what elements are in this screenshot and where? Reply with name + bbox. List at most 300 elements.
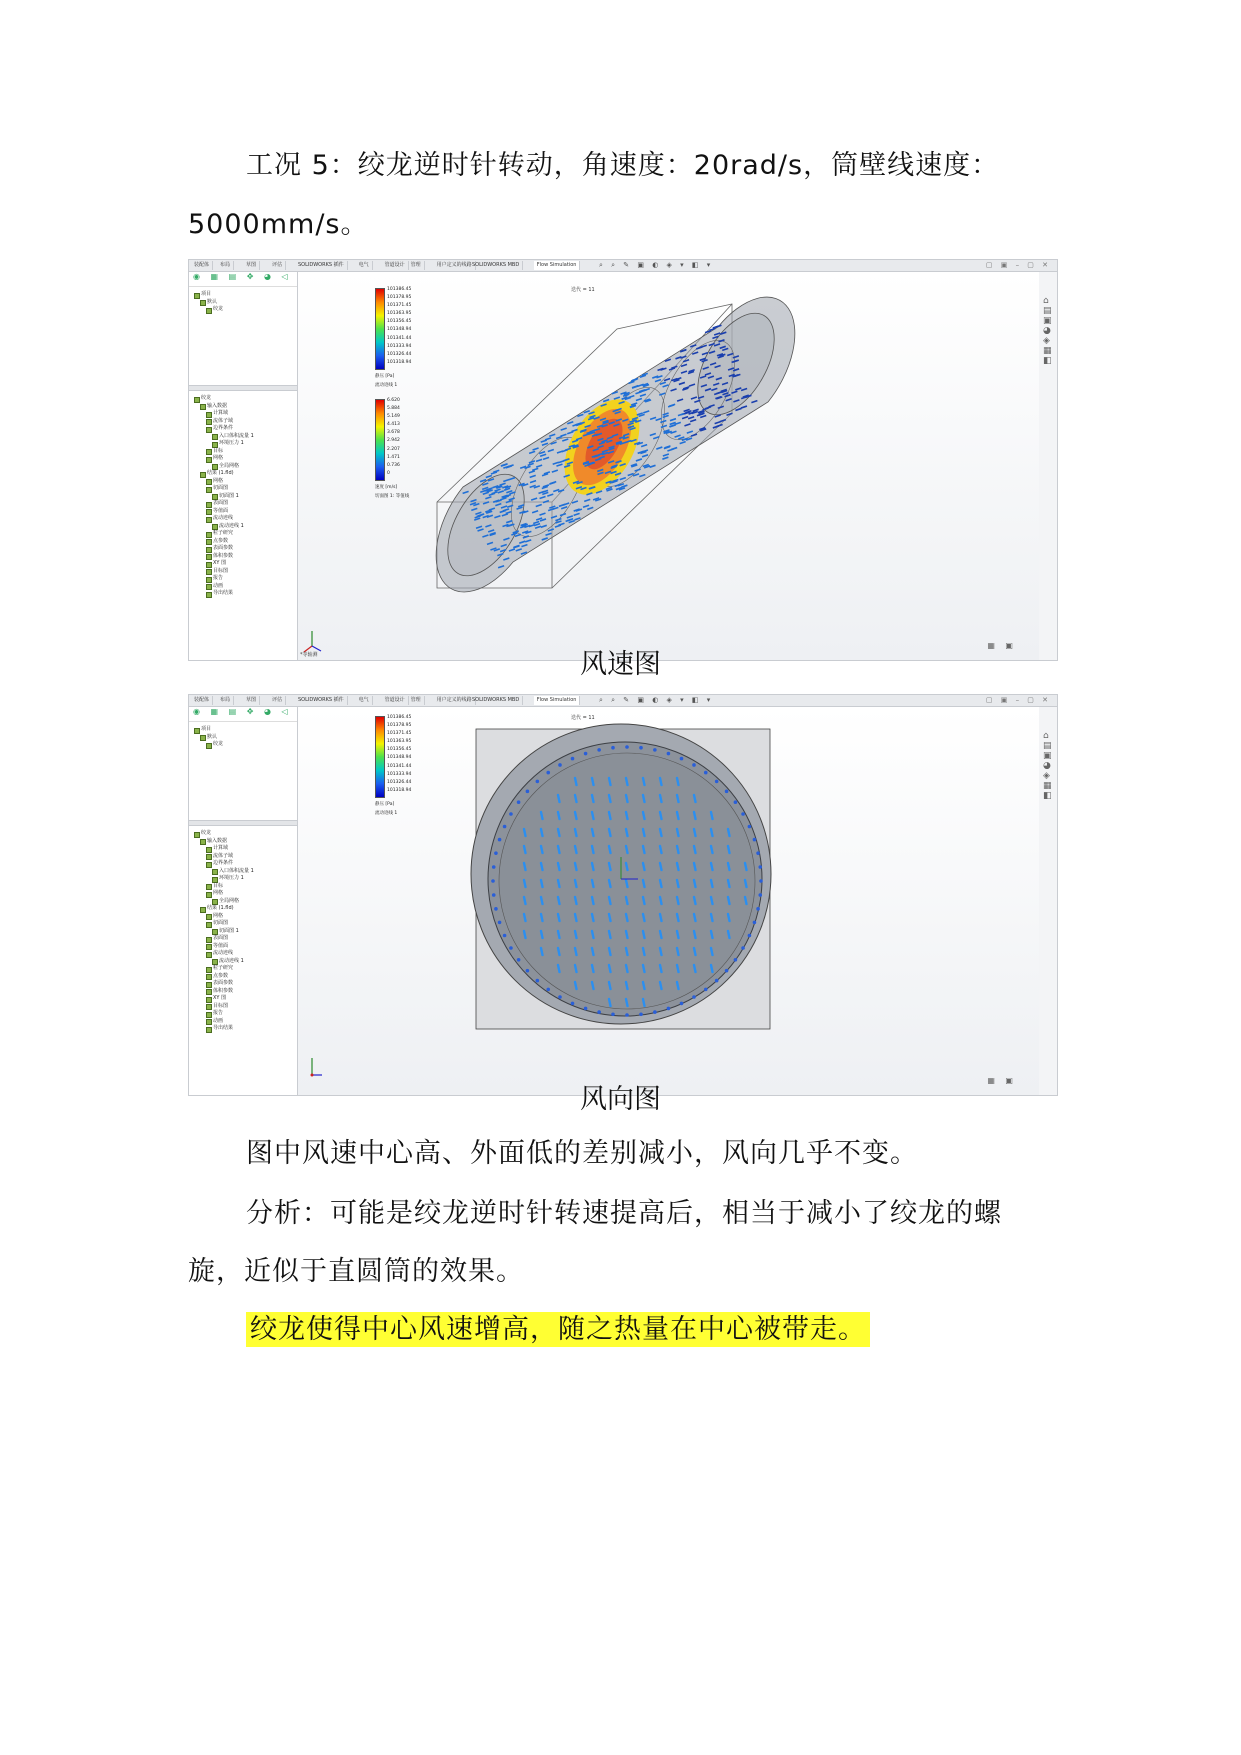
flow-vector <box>725 969 729 973</box>
legend-value: 101326.44 <box>387 779 412 785</box>
legend-value: 3.678 <box>387 430 400 436</box>
tree-item[interactable]: 流动迹线 <box>213 950 297 958</box>
flow-vector <box>660 829 662 836</box>
tree-item[interactable]: 边界条件 <box>213 860 297 868</box>
flow-vector <box>639 746 643 750</box>
flow-vector <box>575 846 577 853</box>
flow-vector <box>526 790 530 794</box>
cylinder-velocity-view <box>298 272 1038 660</box>
display-icons: ▦ ▣ <box>987 1076 1017 1085</box>
tree-item[interactable]: 流体子域 <box>213 853 297 861</box>
paragraph-analysis-line1: 分析：可能是绞龙逆时针转速提高后，相当于减小了绞龙的螺 <box>246 1198 1002 1229</box>
legend-value: 5.884 <box>387 406 400 412</box>
flow-vector <box>725 790 729 794</box>
legend-value: 101356.45 <box>387 747 412 753</box>
ribbon-tab[interactable]: 电气 <box>356 696 373 705</box>
tree-item[interactable]: 切面图 <box>213 485 297 493</box>
flow-vector <box>524 914 526 921</box>
tree-item[interactable]: 表面图 <box>213 500 297 508</box>
flow-vector <box>643 795 645 802</box>
tree-item[interactable]: 点参数 <box>213 538 297 546</box>
tree-item[interactable]: 环境压力 1 <box>219 875 297 883</box>
flow-vector <box>509 812 513 816</box>
flow-vector <box>748 934 752 938</box>
legend-value: 101386.45 <box>387 715 412 720</box>
flow-vector <box>643 846 645 853</box>
legend-value: 101386.45 <box>387 287 412 292</box>
flow-vector <box>558 948 560 955</box>
flow-vector <box>575 880 577 887</box>
flow-vector <box>660 846 662 853</box>
tree-item[interactable]: 网格 <box>213 890 297 898</box>
flow-vector <box>592 982 594 989</box>
tree-item[interactable]: 绞龙 <box>213 306 297 314</box>
ribbon-tab[interactable]: 布局 <box>217 696 234 705</box>
flow-vector <box>517 800 521 804</box>
flow-vector <box>492 893 496 897</box>
flow-vector <box>592 965 594 972</box>
flow-vector <box>694 931 696 938</box>
ribbon-tab[interactable]: Flow Simulation <box>534 696 581 705</box>
tree-item[interactable]: XY 图 <box>213 560 297 568</box>
tree-item[interactable]: 环境压力 1 <box>219 440 297 448</box>
tree-tab-icons: ◉ ▦ ▤ ✥ ◕ ◁ <box>189 272 297 287</box>
flow-vector <box>558 914 560 921</box>
flow-vector <box>677 931 679 938</box>
tree-item[interactable]: 表面参数 <box>213 545 297 553</box>
tree-item[interactable]: 流动迹线 1 <box>219 523 297 531</box>
legend-value: 5.149 <box>387 414 400 420</box>
flow-vector <box>597 1010 601 1014</box>
flow-vector <box>660 965 662 972</box>
flow-vector <box>758 865 762 869</box>
flow-vector <box>625 1013 629 1017</box>
tree-item[interactable]: 动画 <box>213 1018 297 1026</box>
flow-vector <box>711 829 713 836</box>
flow-vector <box>694 914 696 921</box>
ribbon-tab[interactable]: 电气 <box>356 261 373 270</box>
tree-item[interactable]: 体积参数 <box>213 553 297 561</box>
legend-value: 101371.45 <box>387 303 412 309</box>
flow-vector <box>494 907 498 911</box>
task-pane-icons: ⌂ ▤ ▣ ◕ ◈ ▦ ◧ <box>1043 731 1052 801</box>
tree-item[interactable]: 切面图 1 <box>219 928 297 936</box>
tree-item[interactable]: 等值面 <box>213 943 297 951</box>
flow-vector <box>597 748 601 752</box>
tree-item[interactable]: 粒子研究 <box>213 530 297 538</box>
flow-vector <box>660 880 662 887</box>
flow-vector <box>575 965 577 972</box>
tree-item[interactable]: 结果 (1.fld) <box>207 470 297 478</box>
flow-vector <box>541 829 543 836</box>
tree-item[interactable]: 动画 <box>213 583 297 591</box>
flow-vector <box>660 778 662 785</box>
ribbon-tab[interactable]: SOLIDWORKS MBD <box>469 261 523 270</box>
flow-vector <box>643 812 645 819</box>
flow-vector <box>575 812 577 819</box>
pressure-legend-subtitle: 流动迹线 1 <box>375 811 398 816</box>
flow-vector <box>592 948 594 955</box>
ribbon-tab[interactable]: SOLIDWORKS 插件 <box>295 696 348 705</box>
flow-vector <box>660 948 662 955</box>
paragraph-condition-line1: 工况 5：绞龙逆时针转动，角速度：20rad/s，筒壁线速度： <box>246 150 1000 181</box>
legend-value: 101326.44 <box>387 351 412 357</box>
tree-item[interactable]: 报告 <box>213 575 297 583</box>
flow-vector <box>609 829 611 836</box>
flow-vector <box>680 1002 684 1006</box>
flow-vector <box>711 931 713 938</box>
legend-value: 6.620 <box>387 398 400 403</box>
flow-vector <box>677 829 679 836</box>
flow-vector <box>745 897 747 904</box>
tree-item[interactable]: 导出结果 <box>213 1025 297 1033</box>
tree-item[interactable]: 目标 <box>213 448 297 456</box>
ribbon-tab[interactable]: 管道设计 <box>382 261 409 270</box>
flow-vector <box>758 893 762 897</box>
legend-value: 101348.94 <box>387 327 412 333</box>
flow-vector <box>626 999 628 1006</box>
tree-item[interactable]: 目标图 <box>213 568 297 576</box>
ribbon-tab[interactable]: 布局 <box>217 261 234 270</box>
tree-item[interactable]: 默认 <box>207 299 297 307</box>
ribbon-tab[interactable]: 用户定义的线路 <box>434 261 476 270</box>
flow-vector <box>660 795 662 802</box>
flow-vector <box>734 800 738 804</box>
tree-item[interactable]: 点参数 <box>213 973 297 981</box>
caption-velocity: 风速图 <box>580 649 661 680</box>
flow-vector <box>626 965 628 972</box>
tree-item[interactable]: 网格 <box>213 913 297 921</box>
flow-vector <box>734 958 738 962</box>
flow-vector <box>592 880 594 887</box>
flow-vector <box>756 851 760 855</box>
flow-vector <box>694 948 696 955</box>
tree-item[interactable]: 输入数据 <box>207 403 297 411</box>
flow-vector <box>704 988 708 992</box>
flow-vector <box>728 863 730 870</box>
tree-item[interactable]: 体积参数 <box>213 988 297 996</box>
legend-value: 2.207 <box>387 446 400 452</box>
flow-vector <box>745 880 747 887</box>
flow-vector <box>694 965 696 972</box>
flow-vector <box>626 812 628 819</box>
flow-vector <box>558 763 562 767</box>
legend-value: 101333.94 <box>387 343 412 349</box>
flow-vector <box>694 863 696 870</box>
task-pane-icons: ⌂ ▤ ▣ ◕ ◈ ▦ ◧ <box>1043 296 1052 366</box>
tree-item[interactable]: 输入数据 <box>207 838 297 846</box>
flow-vector <box>728 931 730 938</box>
view-orientation-label: *等轴测 <box>300 652 318 658</box>
tree-tab-icons: ◉ ▦ ▤ ✥ ◕ ◁ <box>189 707 297 722</box>
flow-vector <box>558 812 560 819</box>
flow-vector <box>677 982 679 989</box>
flow-vector <box>541 880 543 887</box>
tree-item[interactable]: 切面图 1 <box>219 493 297 501</box>
flow-vector <box>694 812 696 819</box>
flow-vector <box>575 948 577 955</box>
iteration-label: 迭代 = 11 <box>571 715 595 721</box>
flow-vector <box>626 846 628 853</box>
tree-item[interactable]: 绞龙 <box>201 395 297 403</box>
legend-value: 101363.95 <box>387 739 412 745</box>
tree-item[interactable]: 目标图 <box>213 1003 297 1011</box>
flow-vector <box>677 948 679 955</box>
flow-vector <box>592 931 594 938</box>
flow-vector <box>575 931 577 938</box>
flow-vector <box>541 897 543 904</box>
ribbon-tab[interactable]: 评估 <box>269 261 286 270</box>
tree-item[interactable]: 表面图 <box>213 935 297 943</box>
flow-vector <box>660 914 662 921</box>
flow-vector <box>704 771 708 775</box>
paragraph-observation: 图中风速中心高、外面低的差别减小，风向几乎不变。 <box>246 1138 918 1169</box>
flow-vector <box>694 880 696 887</box>
flow-vector <box>558 829 560 836</box>
flow-vector <box>571 757 575 761</box>
tree-item[interactable]: 项目 <box>201 291 297 299</box>
flow-vector <box>609 778 611 785</box>
highlighted-conclusion: 绞龙使得中心风速增高，随之热量在中心被带走。 <box>246 1312 870 1347</box>
flow-vector <box>741 812 745 816</box>
flow-vector <box>509 946 513 950</box>
tree-item[interactable]: 报告 <box>213 1010 297 1018</box>
tree-item[interactable]: 计算域 <box>213 845 297 853</box>
flow-vector <box>753 838 757 842</box>
flow-vector <box>609 795 611 802</box>
flow-vector <box>558 880 560 887</box>
flow-vector <box>584 752 588 756</box>
flow-vector <box>524 846 526 853</box>
flow-vector <box>546 988 550 992</box>
tree-item[interactable]: 计算域 <box>213 410 297 418</box>
flow-vector <box>626 778 628 785</box>
flow-vector <box>748 825 752 829</box>
view-toolbar: ⌕ ⌕ ✎ ▣ ◐ ◈ ▾ ◧ ▾ <box>599 261 714 269</box>
flow-vector <box>694 795 696 802</box>
flow-vector <box>541 863 543 870</box>
legend-value: 2.942 <box>387 438 400 444</box>
flow-vector <box>643 931 645 938</box>
ribbon-tab[interactable]: 评估 <box>269 696 286 705</box>
flow-vector <box>575 914 577 921</box>
flow-vector <box>741 946 745 950</box>
flow-vector <box>745 863 747 870</box>
flow-vector <box>609 965 611 972</box>
flow-vector <box>517 958 521 962</box>
flow-vector <box>524 880 526 887</box>
legend-value: 101378.95 <box>387 723 412 729</box>
flow-vector <box>660 897 662 904</box>
tree-item[interactable]: 全局网格 <box>219 463 297 471</box>
flow-vector <box>524 829 526 836</box>
flow-vector <box>753 921 757 925</box>
flow-vector <box>667 1007 671 1011</box>
flow-vector <box>592 846 594 853</box>
screenshot-direction <box>188 694 1058 1096</box>
flow-vector <box>667 752 671 756</box>
flow-vector <box>677 812 679 819</box>
flow-vector <box>592 897 594 904</box>
flow-vector <box>759 879 763 883</box>
ribbon-tab[interactable]: 管道设计 <box>382 696 409 705</box>
tree-item[interactable]: 绞龙 <box>201 830 297 838</box>
flow-vector <box>660 863 662 870</box>
flow-vector <box>626 948 628 955</box>
legend-value: 1.471 <box>387 454 400 460</box>
flow-vector <box>715 979 719 983</box>
legend-value: 0 <box>387 470 390 476</box>
window-controls: ▢ ▣ – ▢ ✕ <box>985 261 1051 269</box>
graphics-area[interactable] <box>298 707 1039 1095</box>
flow-vector <box>609 914 611 921</box>
flow-vector <box>643 948 645 955</box>
flow-vector <box>558 931 560 938</box>
ribbon-tab[interactable]: 用户定义的线路 <box>434 696 476 705</box>
graphics-area[interactable] <box>298 272 1039 660</box>
flow-vector <box>558 846 560 853</box>
display-icons: ▦ ▣ <box>987 641 1017 650</box>
paragraph-conclusion <box>246 1310 870 1350</box>
ribbon-tab[interactable]: SOLIDWORKS MBD <box>469 696 523 705</box>
flow-vector <box>558 897 560 904</box>
tree-item[interactable]: 切面图 <box>213 920 297 928</box>
flow-vector <box>575 795 577 802</box>
tree-item[interactable]: 默认 <box>207 734 297 742</box>
legend-value: 4.413 <box>387 422 400 428</box>
flow-vector <box>492 865 496 869</box>
flow-vector <box>643 982 645 989</box>
pressure-legend-subtitle: 流动迹线 1 <box>375 383 398 388</box>
flow-vector <box>611 1012 615 1016</box>
legend-value: 101341.44 <box>387 335 412 341</box>
flow-vector <box>625 745 629 749</box>
flow-vector <box>611 746 615 750</box>
flow-vector <box>660 982 662 989</box>
tree-item[interactable]: 流动迹线 <box>213 515 297 523</box>
flow-vector <box>494 851 498 855</box>
flow-vector <box>558 965 560 972</box>
flow-vector <box>575 897 577 904</box>
flow-vector <box>711 897 713 904</box>
flow-vector <box>626 880 628 887</box>
tree-item[interactable]: 导出结果 <box>213 590 297 598</box>
flow-vector <box>524 897 526 904</box>
flow-vector <box>558 863 560 870</box>
paragraph-condition-line2: 5000mm/s。 <box>188 209 369 240</box>
flow-vector <box>592 914 594 921</box>
flow-vector <box>626 795 628 802</box>
tree-item[interactable]: 入口体积流量 1 <box>219 433 297 441</box>
tree-item[interactable]: 流动迹线 1 <box>219 958 297 966</box>
flow-vector <box>571 1002 575 1006</box>
flow-vector <box>546 771 550 775</box>
ribbon-tab[interactable]: 草图 <box>243 696 260 705</box>
flow-vector <box>498 838 502 842</box>
feature-tree <box>189 272 298 660</box>
tree-item[interactable]: 项目 <box>201 726 297 734</box>
ribbon-tab[interactable]: 装配体 <box>191 261 213 270</box>
flow-vector <box>711 965 713 972</box>
flow-vector <box>592 795 594 802</box>
legend-value: 101318.94 <box>387 787 412 793</box>
legend-value: 101318.94 <box>387 359 412 365</box>
flow-vector <box>653 1010 657 1014</box>
flow-vector <box>643 897 645 904</box>
flow-vector <box>626 982 628 989</box>
flow-vector <box>592 829 594 836</box>
flow-vector <box>575 982 577 989</box>
tree-item[interactable]: 等值面 <box>213 508 297 516</box>
flow-vector <box>643 829 645 836</box>
cylinder-direction-view <box>298 707 1038 1095</box>
flow-vector <box>694 897 696 904</box>
flow-vector <box>692 763 696 767</box>
flow-vector <box>491 879 495 883</box>
ribbon-tab[interactable]: 装配体 <box>191 696 213 705</box>
flow-vector <box>524 863 526 870</box>
ribbon-tab[interactable]: Flow Simulation <box>534 261 581 270</box>
flow-vector <box>575 778 577 785</box>
tree-item[interactable]: 入口体积流量 1 <box>219 868 297 876</box>
flow-vector <box>609 999 611 1006</box>
flow-vector <box>558 995 562 999</box>
velocity-legend-subtitle: 切面图 1: 等值线 <box>375 494 410 499</box>
flow-vector <box>626 829 628 836</box>
ribbon-tab[interactable]: 管理 <box>408 261 425 270</box>
flow-vector <box>711 863 713 870</box>
flow-vector <box>728 914 730 921</box>
legend-value: 101341.44 <box>387 763 412 769</box>
flow-vector <box>526 969 530 973</box>
tree-item[interactable]: 边界条件 <box>213 425 297 433</box>
ribbon-tab[interactable]: 管理 <box>408 696 425 705</box>
flow-vector <box>536 780 540 784</box>
flow-vector <box>541 931 543 938</box>
flow-vector <box>728 846 730 853</box>
pressure-legend-title: 静压 [Pa] <box>375 374 395 379</box>
tree-item[interactable]: 网格 <box>213 478 297 486</box>
tree-item[interactable]: 目标 <box>213 883 297 891</box>
screenshot-velocity <box>188 259 1058 661</box>
flow-vector <box>677 846 679 853</box>
tree-item[interactable]: 流体子域 <box>213 418 297 426</box>
paragraph-analysis-line2: 旋，近似于直圆筒的效果。 <box>188 1256 524 1287</box>
legend-value: 101356.45 <box>387 319 412 325</box>
flow-vector <box>541 948 543 955</box>
tree-item[interactable]: 表面参数 <box>213 980 297 988</box>
flow-vector <box>728 880 730 887</box>
flow-vector <box>643 880 645 887</box>
tree-item[interactable]: 全局网格 <box>219 898 297 906</box>
ribbon-tab[interactable]: 草图 <box>243 261 260 270</box>
flow-vector <box>677 897 679 904</box>
flow-vector <box>692 995 696 999</box>
pressure-legend-title: 静压 [Pa] <box>375 802 395 807</box>
velocity-legend-title: 速度 [m/s] <box>375 485 398 490</box>
flow-vector <box>711 846 713 853</box>
tree-item[interactable]: XY 图 <box>213 995 297 1003</box>
flow-vector <box>711 812 713 819</box>
flow-vector <box>609 863 611 870</box>
tree-item[interactable]: 粒子研究 <box>213 965 297 973</box>
tree-item[interactable]: 结果 (1.fld) <box>207 905 297 913</box>
tree-item[interactable]: 网格 <box>213 455 297 463</box>
tree-item[interactable]: 绞龙 <box>213 741 297 749</box>
ribbon-tab[interactable]: SOLIDWORKS 插件 <box>295 261 348 270</box>
flow-vector <box>503 825 507 829</box>
flow-vector <box>609 812 611 819</box>
